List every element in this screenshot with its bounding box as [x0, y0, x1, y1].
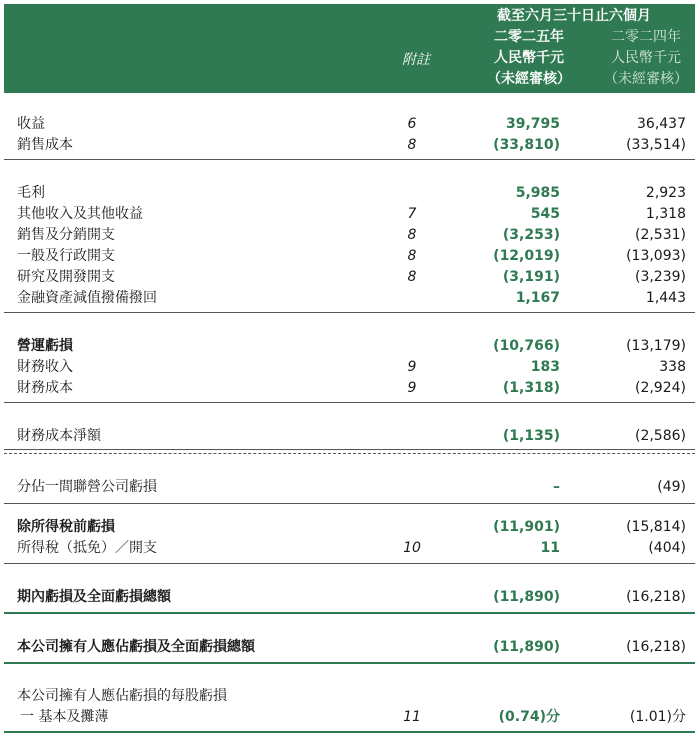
row-note: 8	[407, 137, 417, 153]
row-value-2025: (11,901)	[493, 519, 560, 535]
row-label: 金融資產減值撥備撥回	[17, 290, 157, 306]
row-note: 7	[407, 206, 417, 222]
table-row	[0, 267, 700, 288]
table-row	[0, 477, 700, 498]
row-value-2025: (12,019)	[493, 248, 560, 264]
row-label: 營運虧損	[17, 338, 73, 354]
row-note: 10	[403, 540, 421, 556]
row-value-2024: 1,443	[645, 290, 686, 306]
row-value-2024: (2,531)	[634, 227, 686, 243]
row-value-2024: (15,814)	[626, 519, 686, 535]
table-row	[0, 426, 700, 447]
column-2025-audit: （未經審核）	[487, 71, 571, 87]
row-value-2024: 338	[659, 359, 686, 375]
row-value-2024: (404)	[648, 540, 686, 556]
row-value-2025: (33,810)	[493, 137, 560, 153]
row-label: 一 基本及攤薄	[20, 709, 109, 725]
row-value-2024: 1,318	[645, 206, 686, 222]
row-note: 8	[407, 227, 417, 243]
row-value-2025: –	[553, 479, 560, 495]
row-label: 本公司擁有人應佔虧損的每股虧損	[17, 688, 227, 704]
table-row	[0, 183, 700, 204]
note-column-heading: 附註	[402, 52, 430, 68]
rule	[4, 312, 695, 313]
table-row	[0, 637, 700, 658]
row-label: 研究及開發開支	[17, 269, 115, 285]
table-row	[0, 517, 700, 538]
row-label: 毛利	[17, 185, 45, 201]
row-label: 銷售成本	[17, 137, 73, 153]
row-label: 分佔一間聯營公司虧損	[17, 479, 157, 495]
row-value-2024: (16,218)	[626, 589, 686, 605]
row-note: 11	[403, 709, 421, 725]
table-row	[0, 204, 700, 225]
rule	[4, 503, 695, 504]
column-heading-2024	[596, 27, 696, 90]
row-value-2024: (13,179)	[626, 338, 686, 354]
row-note: 6	[407, 116, 417, 132]
rule	[4, 402, 695, 403]
row-value-2024: 2,923	[645, 185, 686, 201]
row-note: 8	[407, 248, 417, 264]
row-label: 除所得稅前虧損	[17, 519, 115, 535]
column-2024-audit: （未經審核）	[604, 71, 688, 87]
row-note: 9	[407, 380, 417, 396]
row-label: 其他收入及其他收益	[17, 206, 143, 222]
column-2024-unit: 人民幣千元	[611, 50, 681, 66]
row-value-2025: (1,135)	[502, 428, 560, 444]
row-value-2025: 5,985	[515, 185, 560, 201]
rule	[4, 612, 695, 614]
table-row	[0, 707, 700, 728]
table-row	[0, 378, 700, 399]
column-2025-unit: 人民幣千元	[494, 50, 564, 66]
row-value-2024: 36,437	[637, 116, 686, 132]
row-value-2025: (11,890)	[493, 639, 560, 655]
row-value-2024: (2,586)	[634, 428, 686, 444]
row-label: 一般及行政開支	[17, 248, 115, 264]
table-row	[0, 225, 700, 246]
row-value-2025: (3,191)	[502, 269, 560, 285]
row-value-2025: 11	[540, 540, 560, 556]
period-heading: 截至六月三十日止六個月	[497, 8, 651, 24]
column-2025-year: 二零二五年	[494, 29, 564, 45]
column-2024-year: 二零二四年	[611, 29, 681, 45]
row-value-2024: (1.01)分	[629, 709, 686, 725]
row-value-2025: (1,318)	[502, 380, 560, 396]
row-label: 本公司擁有人應佔虧損及全面虧損總額	[17, 639, 255, 655]
table-row	[0, 357, 700, 378]
row-value-2025: (10,766)	[493, 338, 560, 354]
row-note: 8	[407, 269, 417, 285]
row-value-2025: 183	[530, 359, 560, 375]
row-value-2024: (13,093)	[626, 248, 686, 264]
table-row	[0, 336, 700, 357]
row-label: 所得稅（抵免）／開支	[17, 540, 157, 556]
row-value-2025: (3,253)	[502, 227, 560, 243]
row-value-2024: (3,239)	[634, 269, 686, 285]
row-note: 9	[407, 359, 417, 375]
row-label: 財務成本淨額	[17, 428, 101, 444]
column-heading-2025	[474, 27, 584, 90]
row-label: 財務收入	[17, 359, 73, 375]
table-row	[0, 587, 700, 608]
rule	[4, 563, 695, 564]
table-row	[0, 135, 700, 156]
table-row	[0, 538, 700, 559]
table-row	[0, 246, 700, 267]
row-label: 財務成本	[17, 380, 73, 396]
rule	[4, 662, 695, 664]
table-row	[0, 288, 700, 309]
row-value-2025: 1,167	[515, 290, 560, 306]
row-value-2024: (2,924)	[634, 380, 686, 396]
rule	[4, 449, 695, 450]
table-row	[0, 114, 700, 135]
row-value-2025: 545	[530, 206, 560, 222]
row-label: 期內虧損及全面虧損總額	[17, 589, 171, 605]
row-value-2024: (33,514)	[626, 137, 686, 153]
row-value-2025: (0.74)分	[498, 709, 560, 725]
row-value-2025: 39,795	[505, 116, 560, 132]
table-row	[0, 686, 700, 707]
dashed-rule	[4, 453, 695, 454]
rule	[4, 731, 695, 733]
row-value-2024: (49)	[657, 479, 686, 495]
row-value-2024: (16,218)	[626, 639, 686, 655]
row-label: 收益	[17, 116, 45, 132]
row-value-2025: (11,890)	[493, 589, 560, 605]
table-header	[4, 4, 695, 93]
row-label: 銷售及分銷開支	[17, 227, 115, 243]
rule	[4, 159, 695, 160]
